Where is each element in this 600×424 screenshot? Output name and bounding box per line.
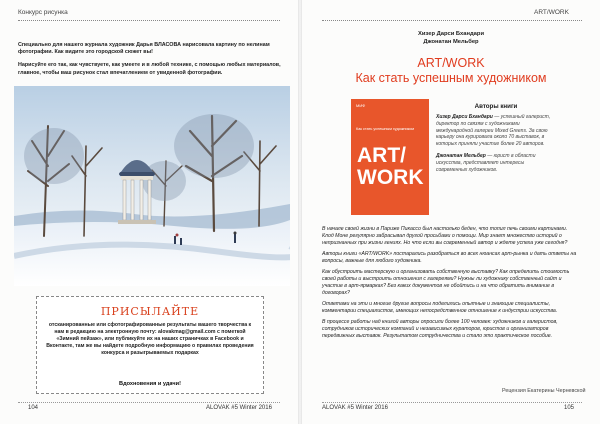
winter-painting [14, 86, 290, 286]
article-title-line-2: Как стать успешным художником [355, 71, 547, 85]
right-page [302, 0, 600, 424]
right-page-number: 105 [564, 405, 575, 411]
left-page [0, 0, 298, 424]
left-footer-text: ALOVAK #5 Winter 2016 [206, 405, 272, 411]
cover-big-line-1: ART/ [357, 144, 406, 167]
book-authors [302, 30, 600, 46]
cover-publisher: МИФ [356, 103, 366, 108]
left-rubric: Конкурс рисунка [18, 9, 68, 16]
review-credit: Рецензия Екатерины Черневской [502, 388, 586, 394]
right-rubric-rule [322, 20, 582, 21]
right-footer-text: ALOVAK #5 Winter 2016 [322, 405, 388, 411]
cover-small-title: Как стать успешным художником [356, 127, 415, 131]
body-paragraph-1: В начале своей жизни в Париже Пикассо был настолько беден, что топил печь своими картинами. Клод Моне регулярно забрасывал другой просьбами о помощи. Мир знает множество историй о непризнанных при жизни гениях. Но что если вы современный автор и ждете успеха уже сегодня? [322, 226, 568, 246]
winter-painting-image [14, 86, 290, 286]
left-footer-rule [18, 402, 280, 403]
right-rubric: ART/WORK [534, 9, 569, 16]
about-author-1 [436, 114, 556, 148]
promo-title: ПРИСЫЛАЙТЕ [100, 305, 200, 318]
promo-box [36, 296, 264, 394]
right-footer-rule [322, 402, 582, 403]
left-rubric-rule [18, 20, 280, 21]
about-heading: Авторы книги [474, 103, 518, 110]
intro-line-2: Нарисуйте его так, как чувствуете, как умеете и в любой технике, с помощью любых материалов, главное, чтобы ваш рисунок стал впечатлением от увиденной фотографии. [18, 62, 281, 76]
about-author-2 [436, 153, 556, 173]
body-paragraph-4: Ответами на эти и многие другие вопросы поделились опытные и знающие специалисты, комментарии специалистов, имеющих непосредственное отношение к индустрии искусства. [322, 301, 558, 314]
author-1: Хизер Дарси Бхандари [417, 31, 485, 37]
article-title-line-1: ART/WORK [417, 56, 485, 70]
about-author-2-text: — юрист в области искусства, представляет интересы современных художников. [436, 152, 536, 173]
body-paragraph-5: В процессе работы над книгой авторы опросили более 100 человек: художников и галеристов, сотрудников исторических компаний и независимых кураторов, юристов и организаторов передвижных выставок. Результатом сотрудничества и стало это практическое пособие. [322, 319, 558, 339]
left-page-number: 104 [28, 405, 39, 411]
about-authors [436, 103, 556, 178]
intro-text [18, 42, 282, 83]
body-paragraph-2: Авторы книги «ART/WORK» постарались разобраться во всех нюансах арт-рынка и дать ответы на вопросы, важные для любого художника. [322, 251, 577, 264]
about-author-2-name: Джонатан Мельбер [436, 152, 486, 159]
intro-line-1: Специально для нашего журнала художник Дарья ВЛАСОВА нарисовала картину по нелинам фотографии. Как видите это городской сюжет вы! [18, 42, 270, 56]
about-author-1-text: — успешный галерист, директор по связям с художниками международной галереи Mixed Greens. За свою карьеру она курировала около 70 выставок, в которых приняли участие более 20 авторов. [436, 114, 551, 148]
cover-big-line-2: WORK [357, 166, 424, 189]
book-cover [351, 99, 429, 215]
about-author-1-name: Хизер Дарси Бхандари [436, 114, 493, 120]
promo-body: отсканированные или сфотографированные результаты вашего творчества к нам в редакцию на электронную почту: alovakmag@gmail.com с пометкой «Зимний пейзаж», или публикуйте их на наших страничках в Facebook и Вконтакте, там же вы найдете подробную информацию о правилах проведения конкурса и разыгрываемых подарках [46, 322, 254, 356]
promo-cta: Вдохновения и удачи! [119, 381, 181, 387]
article-body [322, 226, 578, 344]
body-paragraph-3: Как обустроить мастерскую и организовать собственную выставку? Как определить стоимость своей работы и выстроить отношения с галереями? Нужны ли художнику собственный сайт и участие в арт-ярмарках? Без каких документов не обойтись и на что обратить внимание в договорах? [322, 269, 570, 296]
author-2: Джонатан Мельбер [423, 39, 479, 45]
